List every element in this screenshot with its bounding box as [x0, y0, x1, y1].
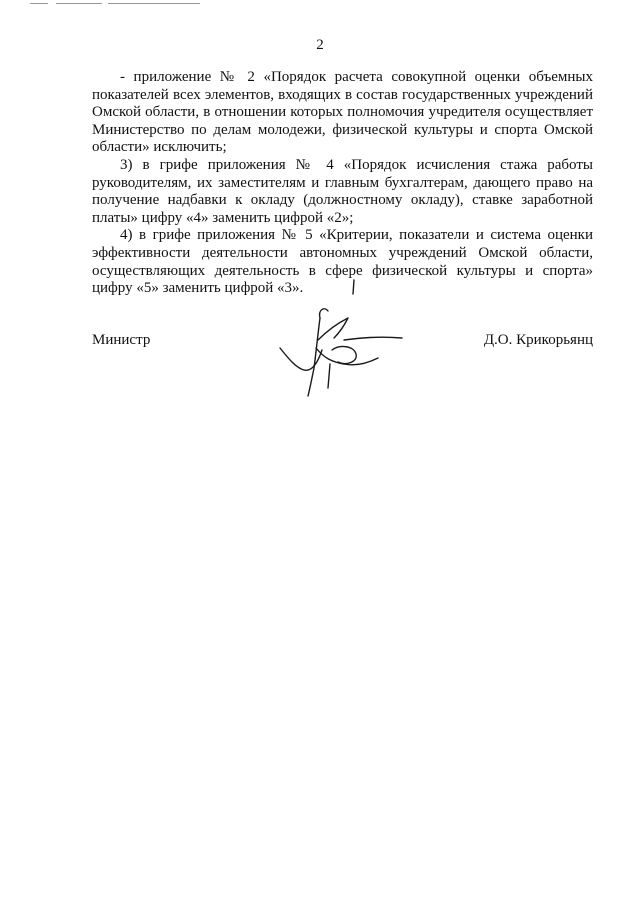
document-body	[92, 69, 593, 298]
scan-artifact-lines	[30, 3, 200, 7]
paragraph-item-4: 4) в грифе приложения № 5 «Критерии, показатели и система оценки эффективности деятельности автономных учреждений Омской области, осуществляющих деятельность в сфере физической культуры и спорта» цифру «5» заменить цифрой «3».	[92, 227, 593, 297]
signer-position: Министр	[92, 332, 151, 348]
paragraph-item-3: 3) в грифе приложения № 4 «Порядок исчисления стажа работы руководителям, их заместителям и главным бухгалтерам, дающего право на получение надбавки к окладу (должностному окладу), ставке заработной платы» цифру «4» заменить цифрой «2»;	[92, 156, 593, 226]
page-number: 2	[316, 37, 324, 53]
paragraph-appendix-2: - приложение № 2 «Порядок расчета совокупной оценки объемных показателей всех элементов, входящих в состав государственных учреждений Омской области, в отношении которых полномочия учредителя осуществляет Министерство по делам молодежи, физической культуры и спорта Омской области» исключить;	[92, 69, 593, 156]
handwritten-signature	[274, 278, 414, 402]
signer-name: Д.О. Крикорьянц	[483, 332, 593, 348]
